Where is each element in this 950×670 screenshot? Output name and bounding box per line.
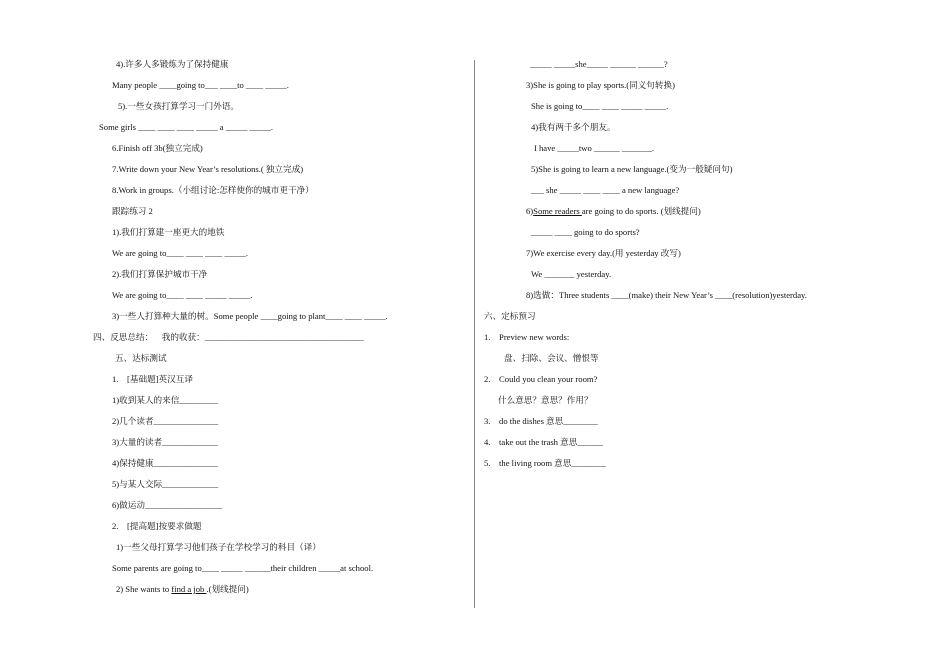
- left-line: 8.Work in groups.（小组讨论:怎样使你的城市更干净）: [112, 185, 314, 195]
- left-line: 五、达标测试: [115, 353, 167, 363]
- left-line: Many people ____going to___ ____to ____ _____.: [112, 80, 289, 90]
- line-text: are going to do sports. (划线提问): [581, 206, 701, 216]
- left-line: 四、反思总结： 我的收获：_____________________________________: [93, 332, 364, 342]
- left-line: 4)保持健康_______________: [112, 458, 218, 468]
- line-text: .(划线提问): [206, 584, 249, 594]
- left-line: 1).我们打算建一座更大的地铁: [112, 227, 225, 237]
- left-line: 1. [基础题]英汉互译: [112, 374, 193, 384]
- left-line: 跟踪练习 2: [112, 206, 153, 216]
- right-line: 2. Could you clean your room?: [484, 374, 598, 384]
- left-line: 5).一些女孩打算学习一门外语。: [118, 101, 240, 111]
- left-line: We are going to____ ____ _____ _____.: [112, 290, 253, 300]
- column-divider: [474, 60, 475, 608]
- left-line: [116, 583, 249, 595]
- line-text: 2) She wants to: [116, 584, 172, 594]
- right-line: 5)She is going to learn a new language.(变为一般疑问句): [531, 164, 733, 174]
- right-line: _____ ____ going to do sports?: [531, 227, 640, 237]
- right-line: 4. take out the trash 意思______: [484, 437, 604, 447]
- left-line: 7.Write down your New Year’s resolutions.( 独立完成): [112, 164, 304, 174]
- left-line: 2. [提高题]按要求做题: [112, 521, 202, 531]
- left-line: 3)一些人打算种大量的树。Some people ____going to plant____ ____ _____.: [112, 311, 388, 321]
- right-line: 1. Preview new words:: [484, 332, 570, 342]
- line-text: 6): [526, 206, 534, 216]
- left-line: 1)收到某人的来信_________: [112, 395, 218, 405]
- right-line: ___ she _____ ____ ____ a new language?: [531, 185, 680, 195]
- left-line: 1)一些父母打算学习他们孩子在学校学习的科目（译）: [116, 542, 321, 552]
- right-line: 六、定标预习: [484, 311, 536, 321]
- right-line: She is going to____ ____ _____ _____.: [531, 101, 669, 111]
- left-line: 3)大量的读者_____________: [112, 437, 218, 447]
- right-line: 7)We exercise every day.(用 yesterday 改写): [526, 248, 681, 258]
- left-line: 2)几个读者_______________: [112, 416, 218, 426]
- underlined-phrase: find a job: [171, 584, 207, 594]
- underlined-phrase: Some readers: [533, 206, 582, 216]
- right-line: 什么意思？意思？作用？: [498, 395, 593, 405]
- right-line: [526, 205, 701, 217]
- right-line: _____ _____she_____ ______ ______?: [530, 59, 668, 69]
- left-line: 6.Finish off 3b(独立完成): [112, 143, 203, 153]
- left-line: 6)做运动__________________: [112, 500, 223, 510]
- left-line: 2).我们打算保护城市干净: [112, 269, 208, 279]
- right-line: 4)我有两千多个朋友。: [531, 122, 616, 132]
- right-line: We _______ yesterday.: [531, 269, 612, 279]
- right-line: I have _____two ______ _______.: [534, 143, 655, 153]
- right-line: 盘、扫除、会议、憎恨等: [504, 353, 599, 363]
- right-line: 3)She is going to play sports.(同义句转换): [526, 80, 675, 90]
- right-line: 5. the living room 意思________: [484, 458, 606, 468]
- right-line: 3. do the dishes 意思________: [484, 416, 598, 426]
- right-line: 8)选做：Three students ____(make) their New Year’s ____(resolution)yesterday.: [526, 290, 807, 300]
- left-line: 4).许多人多锻炼为了保持健康: [116, 59, 229, 69]
- left-line: We are going to____ ____ ____ _____.: [112, 248, 249, 258]
- left-line: Some girls ____ ____ ____ _____ a _____ _____.: [99, 122, 274, 132]
- left-line: Some parents are going to____ _____ ______their children _____at school.: [112, 563, 374, 573]
- left-line: 5)与某人交际_____________: [112, 479, 218, 489]
